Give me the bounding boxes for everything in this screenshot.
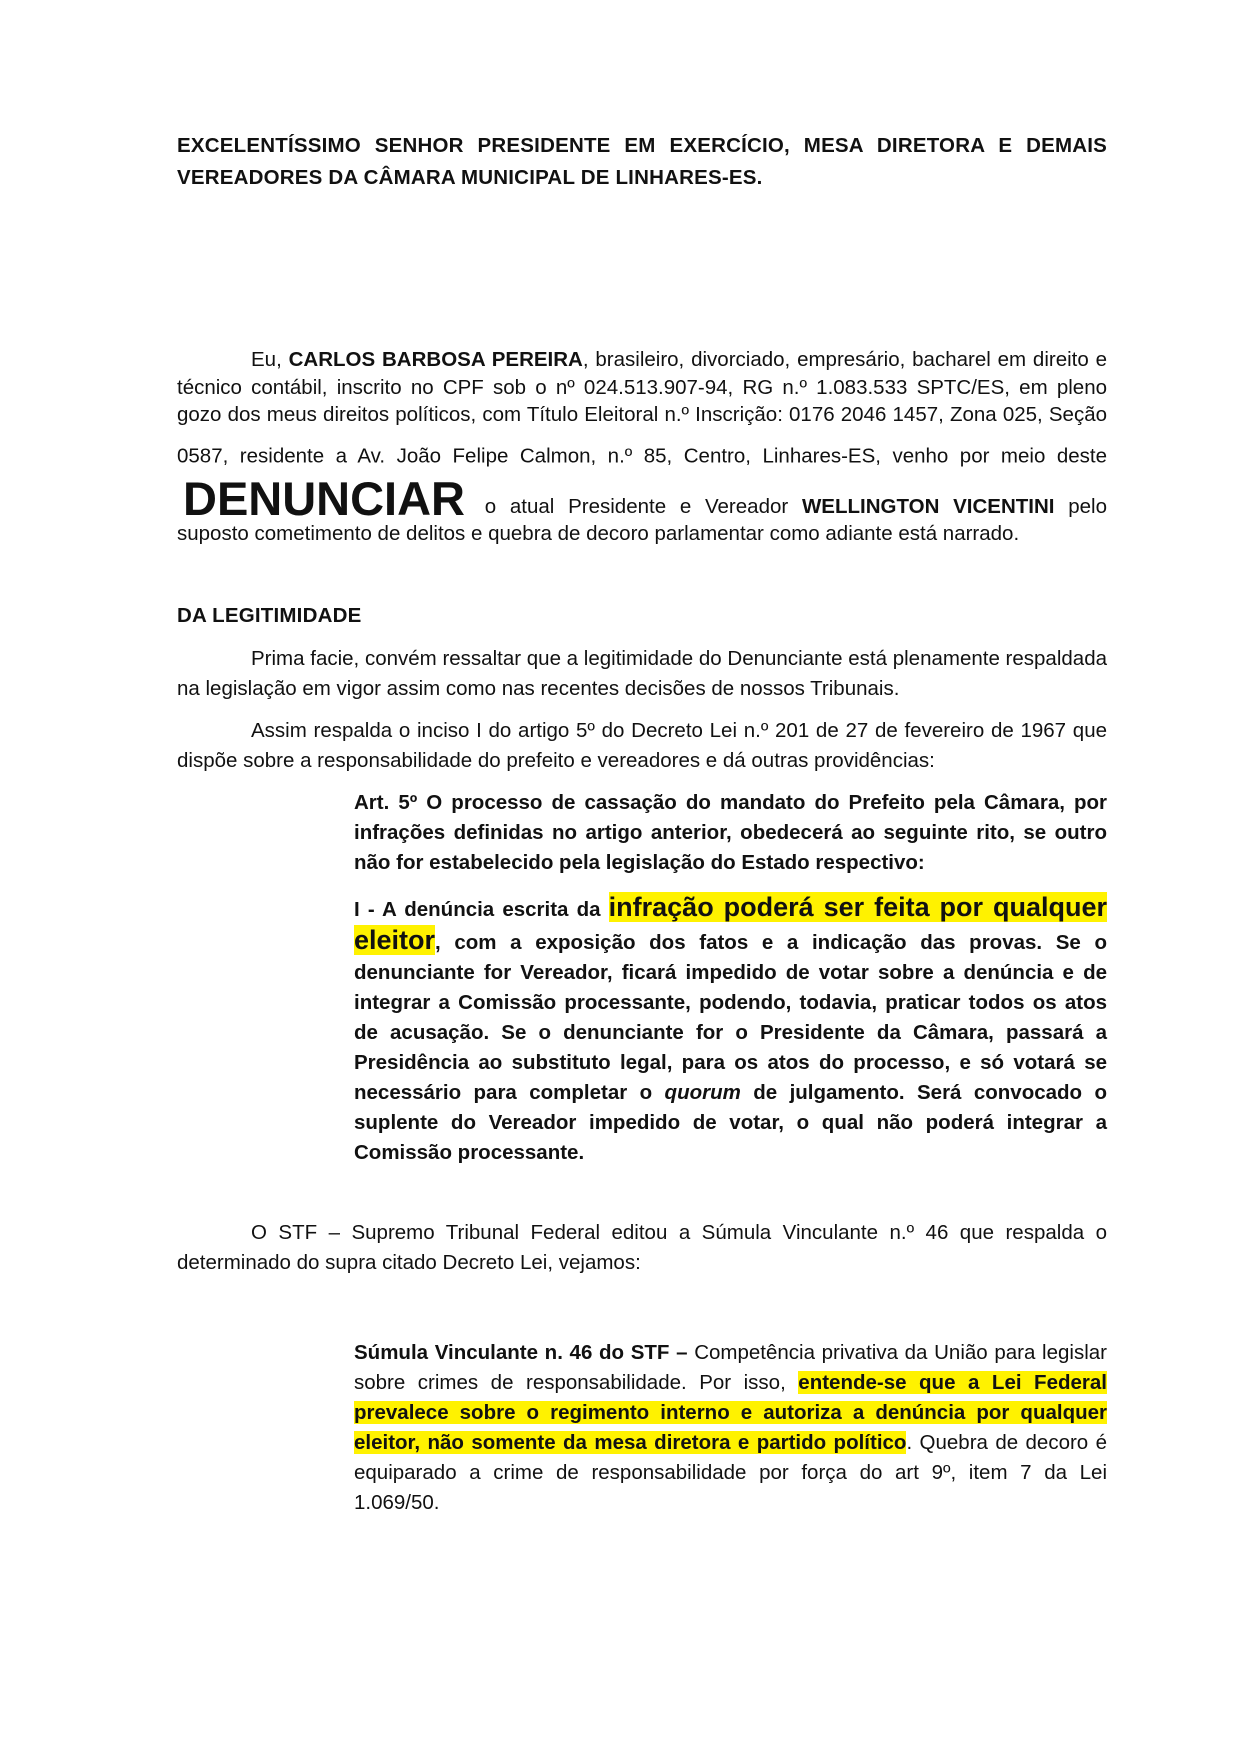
intro-mid: o atual Presidente e Vereador [471, 494, 802, 518]
quorum-word: quorum [664, 1080, 741, 1104]
sumula-quote [354, 1338, 1107, 1518]
law-quote [354, 788, 1107, 1168]
sumula-highlight: entende-se que a Lei Federal prevalece sobre o regimento interno e autoriza a denúncia por qualquer eleitor, não somente da mesa diretora e partido político [354, 1370, 1107, 1454]
intro-body: , brasileiro, divorciado, empresário, bacharel em direito e técnico contábil, inscrito no CPF sob o nº 024.513.907-94, RG n.º 1.083.533 SPTC/ES, em pleno gozo dos meus direitos políticos, com Título Eleitoral n.º Inscrição: 0176 2046 1457, Zona 025, Seção 0587, residente a Av. João Felipe Calmon, n.º 85, Centro, Linhares-ES, venho por meio deste [177, 348, 1107, 467]
accused-name: WELLINGTON VICENTINI [801, 494, 1055, 518]
addressee-heading: EXCELENTÍSSIMO SENHOR PRESIDENTE EM EXERCÍCIO, MESA DIRETORA E DEMAIS VEREADORES DA CÂMARA MUNICIPAL DE LINHARES-ES. [177, 134, 1107, 189]
legitimidade-paragraph-2: Assim respalda o inciso I do artigo 5º do Decreto Lei n.º 201 de 27 de fevereiro de 1967 que dispõe sobre a responsabilidade do prefeito e vereadores e dá outras providências: [177, 718, 1107, 772]
section-title-legitimidade: DA LEGITIMIDADE [177, 603, 362, 627]
highlighted-eleitor-text: infração poderá ser feita por qualquer eleitor [354, 891, 1107, 955]
inciso-prefix: I - A denúncia escrita da [354, 897, 609, 921]
intro-paragraph [177, 346, 1107, 548]
article-5-text: Art. 5º O processo de cassação do mandato do Prefeito pela Câmara, por infrações definidas no artigo anterior, obedecerá ao seguinte rito, se outro não for estabelecido pela legislação do Estado respectivo: [354, 790, 1107, 874]
document-page [177, 130, 1107, 1518]
intro-prefix: Eu, [251, 348, 289, 371]
inciso-rest-1: , com a exposição dos fatos e a indicação das provas. Se o denunciante for Vereador, ficará impedido de votar sobre a denúncia e de integrar a Comissão processante, podendo, todavia, praticar todos os atos de acusação. Se o denunciante for o Presidente da Câmara, passará a Presidência ao substituto legal, para os atos do processo, e só votará se necessário para completar o [354, 930, 1107, 1104]
legitimidade-paragraph-1: Prima facie, convém ressaltar que a legitimidade do Denunciante está plenamente respaldada na legislação em vigor assim como nas recentes decisões de nossos Tribunais. [177, 646, 1107, 700]
sumula-text-2: . Quebra de decoro é equiparado a crime de responsabilidade por força do art 9º, item 7 da Lei 1.069/50. [354, 1430, 1107, 1514]
sumula-title: Súmula Vinculante n. 46 do STF – [354, 1340, 688, 1364]
stf-paragraph: O STF – Supremo Tribunal Federal editou a Súmula Vinculante n.º 46 que respalda o determinado do supra citado Decreto Lei, vejamos: [177, 1220, 1107, 1274]
inciso-i-text [354, 892, 1107, 1168]
inciso-rest-2: de julgamento. Será convocado o suplente do Vereador impedido de votar, o qual não poderá integrar a Comissão processante. [354, 1080, 1108, 1164]
sumula-text [354, 1338, 1107, 1518]
complainant-name: CARLOS BARBOSA PEREIRA [288, 348, 583, 371]
denunciar-word: DENUNCIAR [183, 471, 465, 525]
intro-end: pelo suposto cometimento de delitos e quebra de decoro parlamentar como adiante está narrado. [177, 494, 1107, 545]
sumula-text-1: Competência privativa da União para legislar sobre crimes de responsabilidade. Por isso, [354, 1340, 1107, 1394]
